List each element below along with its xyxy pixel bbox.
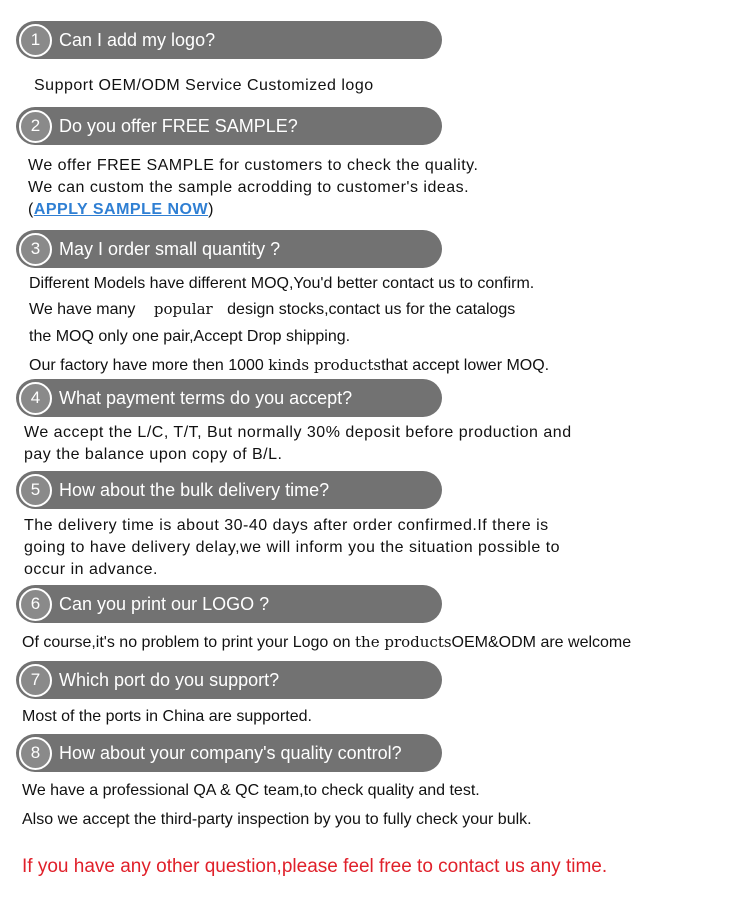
answer-3-line-3: the MOQ only one pair,Accept Drop shipping. xyxy=(29,328,351,345)
answer-4-line-2: pay the balance upon copy of B/L. xyxy=(24,446,283,463)
faq-header-6 xyxy=(16,585,442,623)
number-badge: 6 xyxy=(19,588,52,621)
number-badge: 2 xyxy=(19,110,52,143)
question-text: What payment terms do you accept? xyxy=(59,387,353,408)
faq-header-7 xyxy=(16,661,442,699)
paren-close: ) xyxy=(208,201,214,218)
answer-3-line-2 xyxy=(29,298,515,321)
answer-2-line-1: We offer FREE SAMPLE for customers to check the quality. xyxy=(28,157,479,174)
text-fragment: We have many xyxy=(29,301,136,318)
number-badge: 4 xyxy=(19,382,52,415)
answer-4-line-1: We accept the L/C, T/T, But normally 30% deposit before production and xyxy=(24,424,572,441)
answer-5-line-1: The delivery time is about 30-40 days after order confirmed.If there is xyxy=(24,517,549,534)
text-fragment: kinds products xyxy=(268,356,382,374)
answer-5-line-3: occur in advance. xyxy=(24,561,158,578)
question-text: Which port do you support? xyxy=(59,669,280,690)
answer-8-line-1: We have a professional QA & QC team,to check quality and test. xyxy=(22,782,480,799)
answer-1: Support OEM/ODM Service Customized logo xyxy=(34,77,374,94)
text-fragment: that accept lower MOQ. xyxy=(381,357,550,374)
question-text: How about the bulk delivery time? xyxy=(59,479,330,500)
number-badge: 7 xyxy=(19,664,52,697)
faq-header-4 xyxy=(16,379,442,417)
text-fragment: the products xyxy=(355,633,452,651)
faq-header-1 xyxy=(16,21,442,59)
text-fragment: design stocks,contact us for the catalogs xyxy=(227,301,516,318)
answer-5-line-2: going to have delivery delay,we will inform you the situation possible to xyxy=(24,539,561,556)
text-fragment: popular xyxy=(153,300,213,318)
apply-sample-link[interactable]: APPLY SAMPLE NOW xyxy=(33,201,209,218)
text-fragment: Our factory have more then 1000 xyxy=(29,357,264,374)
answer-2-line-2: We can custom the sample acrodding to customer's ideas. xyxy=(28,179,470,196)
answer-7: Most of the ports in China are supported. xyxy=(22,708,312,725)
paren-open: ( xyxy=(28,201,34,218)
faq-header-2 xyxy=(16,107,442,145)
faq-header-8 xyxy=(16,734,442,772)
question-text: How about your company's quality control? xyxy=(59,742,402,763)
number-badge: 8 xyxy=(19,737,52,770)
question-text: Do you offer FREE SAMPLE? xyxy=(59,115,298,136)
number-badge: 5 xyxy=(19,474,52,507)
number-badge: 1 xyxy=(19,24,52,57)
text-fragment: OEM&ODM are welcome xyxy=(451,634,632,651)
faq-header-3 xyxy=(16,230,442,268)
answer-3-line-4 xyxy=(29,354,549,377)
text-fragment: Of course,it's no problem to print your Logo on xyxy=(22,634,351,651)
answer-2-line-3 xyxy=(28,199,214,221)
closing-note: If you have any other question,please feel free to contact us any time. xyxy=(22,856,608,877)
faq-header-5 xyxy=(16,471,442,509)
question-text: Can I add my logo? xyxy=(59,29,216,50)
question-text: May I order small quantity ? xyxy=(59,238,281,259)
question-text: Can you print our LOGO ? xyxy=(59,593,270,614)
answer-8-line-2: Also we accept the third-party inspection by you to fully check your bulk. xyxy=(22,811,532,828)
number-badge: 3 xyxy=(19,233,52,266)
answer-6 xyxy=(22,631,631,654)
answer-3-line-1: Different Models have different MOQ,You'd better contact us to confirm. xyxy=(29,275,535,292)
